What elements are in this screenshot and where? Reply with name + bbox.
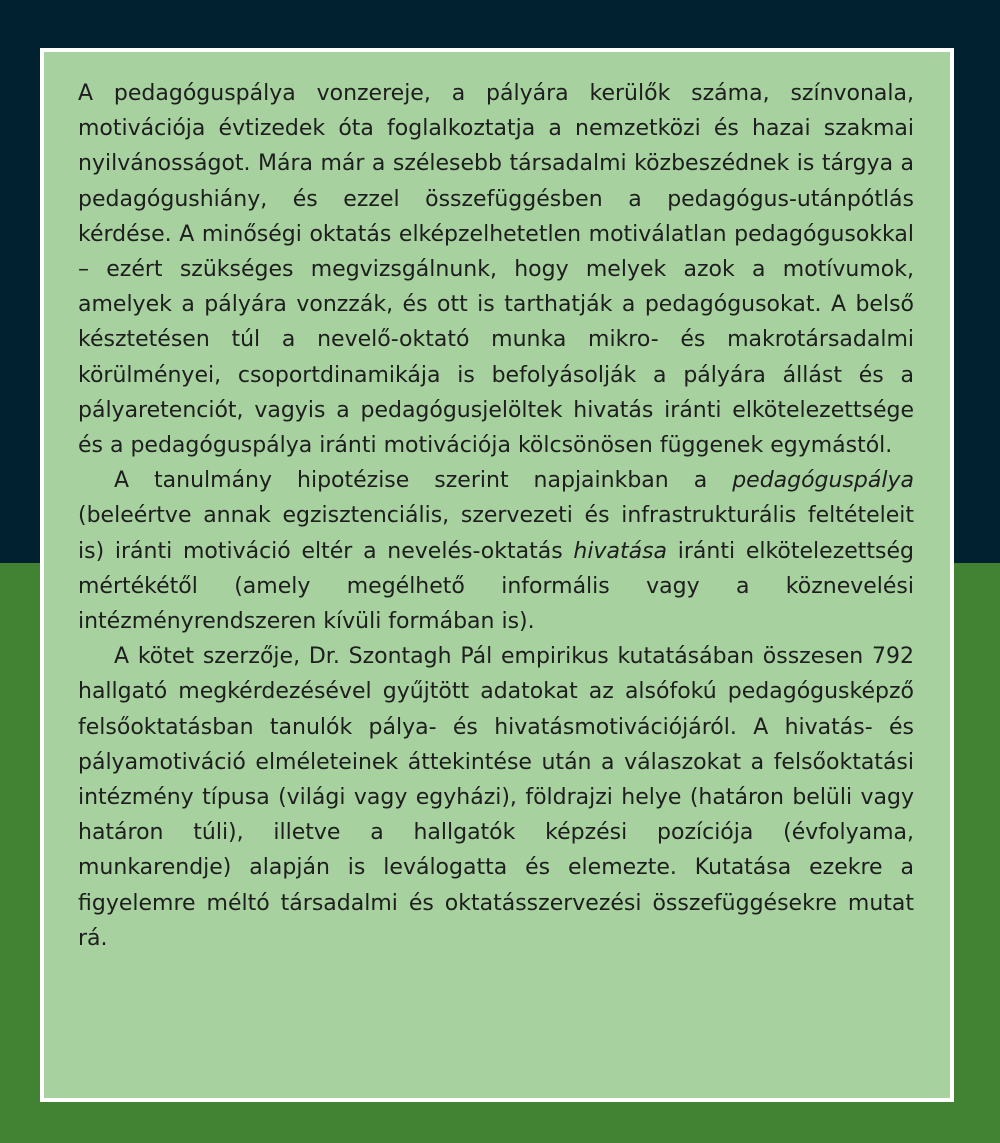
hypothesis-text-part1: A tanulmány hipotézise szerint napjainkban a xyxy=(114,468,733,494)
paragraph-author-text: A kötet szerzője, Dr. Szontagh Pál empirikus kutatásában összesen 792 hallgató megkérdezésével gyűjtött adatokat az alsófokú pedagógusképző felsőoktatásban tanulók pálya- és hivatásmotivációjáról. A hivatás- és pályamotiváció elméleteinek áttekintése után a válaszokat a felsőoktatási intézmény típusa (világi vagy egyházi), földrajzi helye (határon belüli vagy határon túli), illetve a hallgatók képzési pozíciója (évfolyama, munkarendje) alapján is leválogatta és elemezte. Kutatása ezekre a figyelemre méltó társadalmi és oktatásszervezési összefüggésekre mutat rá. xyxy=(78,644,914,951)
blurb-text xyxy=(78,76,914,956)
paragraph-intro xyxy=(78,76,914,463)
hypothesis-emphasis-vocation: hivatása xyxy=(573,538,668,564)
paragraph-author xyxy=(78,639,914,956)
text-panel xyxy=(40,48,954,1102)
paragraph-hypothesis xyxy=(78,463,914,639)
hypothesis-text-part3: iránti elkötelezettség mértékétől (amely megélhető informális vagy a köznevelési intézményrendszeren kívüli formában is). xyxy=(78,538,914,635)
paragraph-intro-text: A pedagóguspálya vonzereje, a pályára kerülők száma, színvonala, motivációja évtizedek óta foglalkoztatja a nemzetközi és hazai szakmai nyilvánosságot. Mára már a szélesebb társadalmi közbeszédnek is tárgya a pedagógushiány, és ezzel összefüggésben a pedagógus-utánpótlás kérdése. A minőségi oktatás elképzelhetetlen motiválatlan pedagógusokkal – ezért szükséges megvizsgálnunk, hogy melyek azok a motívumok, amelyek a pályára vonzzák, és ott is tarthatják a pedagógusokat. A belső késztetésen túl a nevelő-oktató munka mikro- és makrotársadalmi körülményei, csoportdinamikája is befolyásolják a pályára állást és a pályaretenciót, vagyis a pedagógusjelöltek hivatás iránti elkötelezettsége és a pedagóguspálya iránti motivációja kölcsönösen függenek egymástól. xyxy=(78,81,914,459)
hypothesis-text-part2: (beleértve annak egzisztenciális, szervezeti és infrastrukturális feltételeit is) iránti motiváció eltér a nevelés-oktatás xyxy=(78,503,914,564)
hypothesis-emphasis-career: pedagóguspálya xyxy=(732,468,914,494)
